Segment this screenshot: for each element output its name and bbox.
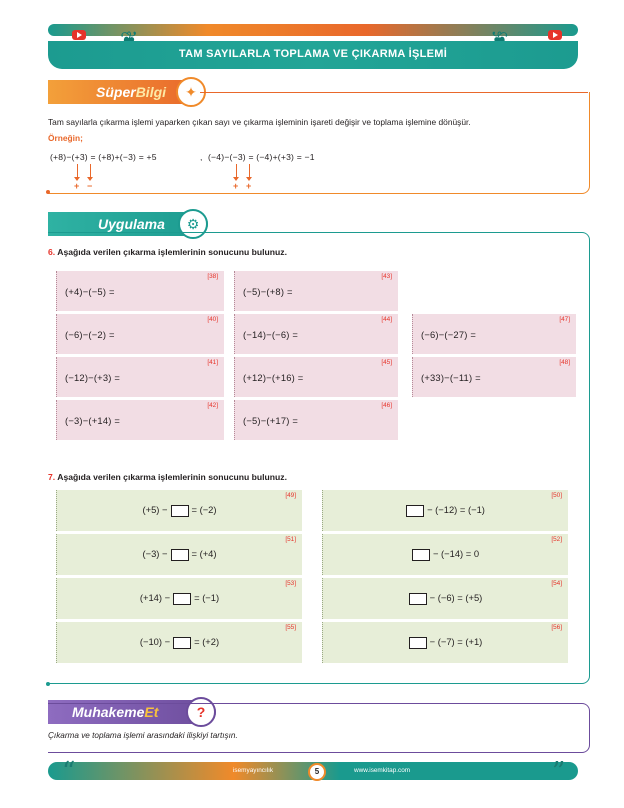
exercise-box[interactable] xyxy=(322,490,568,531)
sign-marker: + xyxy=(246,181,252,191)
expression-right: = (−2) xyxy=(191,504,217,515)
exercise-expression: (−6)−(−2) = xyxy=(65,329,115,340)
exercise-box[interactable] xyxy=(56,271,224,311)
exercise-box[interactable] xyxy=(56,400,224,440)
gear-icon: ⚙ xyxy=(178,209,208,239)
exercise-tag: [52] xyxy=(551,536,562,543)
super-bilgi-text: Tam sayılarla çıkarma işlemi yaparken çıkan sayı ve çıkarma işleminin işareti değişir ve toplama işlemine dönüşür. xyxy=(48,117,471,127)
exercise-tag: [47] xyxy=(559,316,570,323)
expression-right: − (−6) = (+5) xyxy=(429,592,483,603)
exercise-tag: [44] xyxy=(381,316,392,323)
expression-left: (+5) − xyxy=(142,504,168,515)
example-separator: , xyxy=(200,152,203,162)
video-play-icon[interactable] xyxy=(72,30,86,40)
answer-blank[interactable] xyxy=(171,505,189,517)
exercise-expression xyxy=(57,592,302,605)
uygulama-title: Uygulama xyxy=(98,216,165,232)
page-number: 5 xyxy=(308,763,326,781)
bullet-dot xyxy=(46,190,50,194)
exercise-expression: (−12)−(+3) = xyxy=(65,372,121,383)
exercise-box[interactable] xyxy=(234,271,398,311)
bullet-dot xyxy=(46,682,50,686)
exercise-tag: [42] xyxy=(207,402,218,409)
expression-left: (+14) − xyxy=(139,592,171,603)
sign-marker: − xyxy=(87,181,93,191)
expression-right: = (−1) xyxy=(194,592,220,603)
exercise-box[interactable] xyxy=(56,578,302,619)
exercise-box[interactable] xyxy=(56,534,302,575)
answer-blank[interactable] xyxy=(173,637,191,649)
answer-blank[interactable] xyxy=(409,637,427,649)
question-number: 7. xyxy=(48,472,56,482)
exercise-box[interactable] xyxy=(56,622,302,663)
super-bilgi-title-part2: Bilgi xyxy=(135,84,167,100)
exercise-expression xyxy=(323,548,568,561)
muhakeme-frame xyxy=(48,703,590,753)
super-bilgi-box xyxy=(48,92,590,194)
exercise-expression: (−6)−(−27) = xyxy=(421,329,477,340)
question-icon: ? xyxy=(186,697,216,727)
muhakeme-title-part2: Et xyxy=(144,704,159,720)
exercise-expression xyxy=(57,548,302,561)
exercise-box[interactable] xyxy=(234,314,398,354)
answer-blank[interactable] xyxy=(173,593,191,605)
exercise-tag: [38] xyxy=(207,273,218,280)
exercise-tag: [51] xyxy=(285,536,296,543)
down-arrow-icon xyxy=(77,164,78,178)
exercise-tag: [45] xyxy=(381,359,392,366)
exercise-tag: [43] xyxy=(381,273,392,280)
example-label: Örneğin; xyxy=(48,133,83,143)
exercise-tag: [49] xyxy=(285,492,296,499)
question-number: 6. xyxy=(48,247,56,257)
exercise-expression xyxy=(323,636,568,649)
exercise-expression: (+12)−(+16) = xyxy=(243,372,304,383)
answer-blank[interactable] xyxy=(409,593,427,605)
exercise-expression: (−5)−(+17) = xyxy=(243,415,299,426)
question-7-title xyxy=(48,472,287,482)
quote-right-icon: ” xyxy=(552,757,566,787)
question-text: Aşağıda verilen çıkarma işlemlerinin sonucunu bulunuz. xyxy=(57,247,287,257)
answer-blank[interactable] xyxy=(406,505,424,517)
exercise-expression: (−14)−(−6) = xyxy=(243,329,299,340)
divider xyxy=(200,92,588,93)
exercise-box[interactable] xyxy=(322,578,568,619)
exercise-tag: [55] xyxy=(285,624,296,631)
exercise-tag: [53] xyxy=(285,580,296,587)
exercise-box[interactable] xyxy=(322,622,568,663)
exercise-tag: [40] xyxy=(207,316,218,323)
exercise-expression: (+4)−(−5) = xyxy=(65,286,115,297)
answer-blank[interactable] xyxy=(171,549,189,561)
exercise-tag: [46] xyxy=(381,402,392,409)
expression-right: = (+4) xyxy=(191,548,217,559)
exercise-expression: (−5)−(+8) = xyxy=(243,286,293,297)
exercise-box[interactable] xyxy=(56,314,224,354)
exercise-tag: [41] xyxy=(207,359,218,366)
light-bulb-icon: ✦ xyxy=(176,77,206,107)
muhakeme-title-part1: Muhakeme xyxy=(72,704,145,720)
expression-right: = (+2) xyxy=(194,636,220,647)
exercise-expression xyxy=(57,636,302,649)
answer-blank[interactable] xyxy=(412,549,430,561)
exercise-box[interactable] xyxy=(56,490,302,531)
exercise-box[interactable] xyxy=(412,357,576,397)
sign-marker: + xyxy=(74,181,80,191)
website-link[interactable]: www.isemkitap.com xyxy=(354,767,411,774)
example-expression-2: (−4)−(−3) = (−4)+(+3) = −1 xyxy=(208,152,315,162)
exercise-box[interactable] xyxy=(322,534,568,575)
exercise-tag: [54] xyxy=(551,580,562,587)
exercise-tag: [50] xyxy=(551,492,562,499)
publisher-name: isemyayıncılık xyxy=(233,767,274,774)
exercise-box[interactable] xyxy=(234,357,398,397)
exercise-expression: (−3)−(+14) = xyxy=(65,415,121,426)
expression-right: − (−12) = (−1) xyxy=(427,504,485,515)
example-expression-1: (+8)−(+3) = (+8)+(−3) = +5 xyxy=(50,152,157,162)
question-6-title xyxy=(48,247,287,257)
down-arrow-icon xyxy=(90,164,91,178)
exercise-expression xyxy=(323,592,568,605)
page-title: TAM SAYILARLA TOPLAMA VE ÇIKARMA İŞLEMİ xyxy=(48,41,578,69)
exercise-expression xyxy=(57,504,302,517)
video-play-icon[interactable] xyxy=(548,30,562,40)
exercise-tag: [56] xyxy=(551,624,562,631)
expression-left: (−10) − xyxy=(139,636,171,647)
exercise-box[interactable] xyxy=(56,357,224,397)
question-text: Aşağıda verilen çıkarma işlemlerinin sonucunu bulunuz. xyxy=(57,472,287,482)
exercise-box[interactable] xyxy=(234,400,398,440)
expression-right: − (−7) = (+1) xyxy=(429,636,483,647)
exercise-box[interactable] xyxy=(412,314,576,354)
down-arrow-icon xyxy=(249,164,250,178)
super-bilgi-title-part1: Süper xyxy=(96,84,136,100)
exercise-expression: (+33)−(−11) = xyxy=(421,372,481,383)
expression-left: (−3) − xyxy=(142,548,168,559)
exercise-expression xyxy=(323,504,568,517)
quote-left-icon: “ xyxy=(62,757,76,787)
exercise-tag: [48] xyxy=(559,359,570,366)
muhakeme-text: Çıkarma ve toplama işlemi arasındaki ilişkiyi tartışın. xyxy=(48,731,238,740)
sign-marker: + xyxy=(233,181,239,191)
down-arrow-icon xyxy=(236,164,237,178)
expression-right: − (−14) = 0 xyxy=(432,548,480,559)
